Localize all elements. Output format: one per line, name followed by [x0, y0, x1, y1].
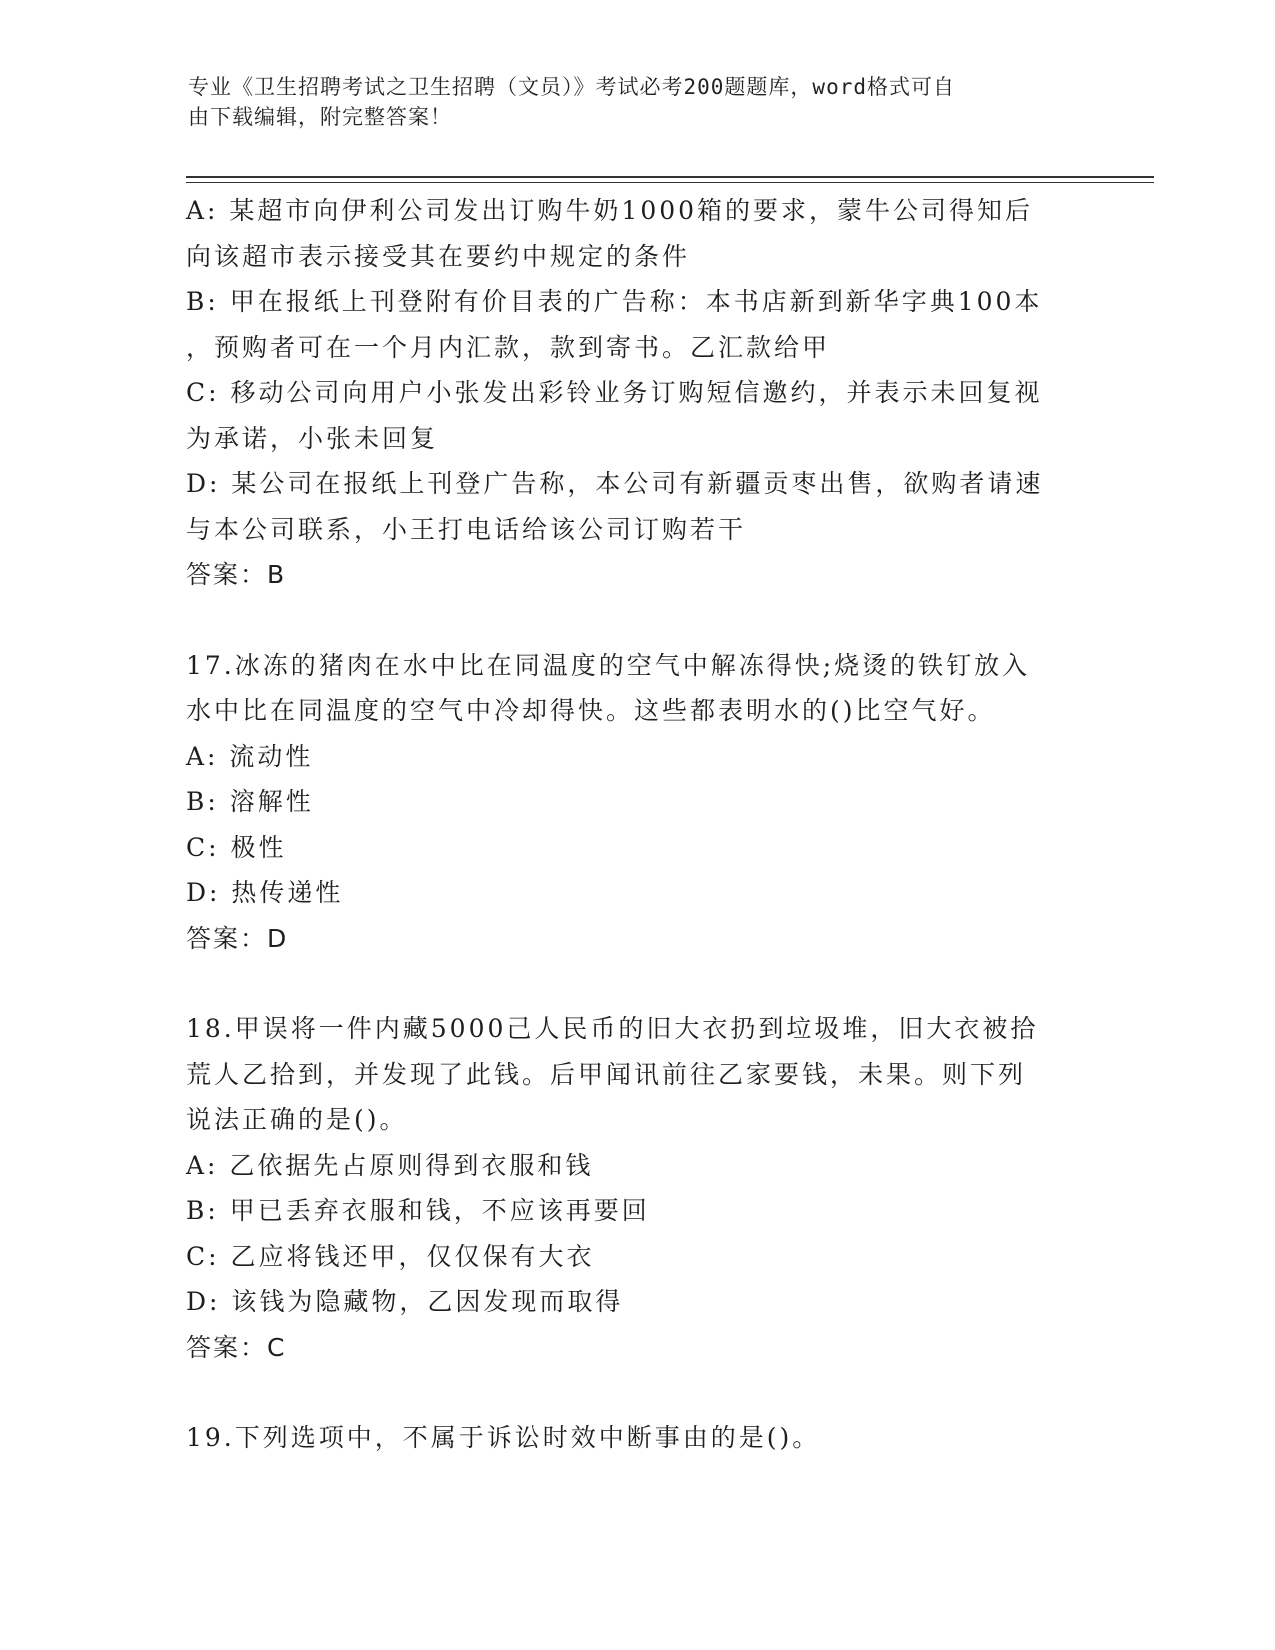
answer-text: 答案：C: [186, 1332, 287, 1362]
spacer: [186, 1370, 1086, 1415]
option-text: C: 极性: [186, 832, 287, 862]
question-stem: 17.冰冻的猪肉在水中比在同温度的空气中解冻得快;烧烫的铁钉放入: [186, 650, 1031, 680]
option-text: 为承诺，小张未回复: [186, 423, 439, 453]
option-text: D: 热传递性: [186, 878, 344, 907]
header-divider: [186, 182, 1154, 183]
option-text: B: 甲在报纸上刊登附有价目表的广告称：本书店新到新华字典100本: [186, 287, 1043, 316]
question-stem: 水中比在同温度的空气中冷却得快。这些都表明水的()比空气好。: [186, 696, 996, 725]
option-text: D: 该钱为隐藏物，乙因发现而取得: [186, 1287, 624, 1316]
option-text: A: 流动性: [186, 741, 314, 771]
option-text: A: 乙依据先占原则得到衣服和钱: [186, 1150, 594, 1180]
option-text: ，预购者可在一个月内汇款，款到寄书。乙汇款给甲: [186, 332, 831, 362]
option-text: A: 某超市向伊利公司发出订购牛奶1000箱的要求，蒙牛公司得知后: [186, 196, 1034, 225]
question-content: [186, 188, 1086, 1461]
option-text: D: 某公司在报纸上刊登广告称，本公司有新疆贡枣出售，欲购者请速: [186, 469, 1044, 498]
answer-text: 答案：D: [186, 923, 289, 953]
spacer: [186, 598, 1086, 643]
header-line: 专业《卫生招聘考试之卫生招聘（文员）》考试必考200题题库，word格式可自: [188, 75, 955, 99]
option-text: 向该超市表示接受其在要约中规定的条件: [186, 241, 691, 271]
question-block: [186, 1415, 1086, 1461]
question-stem: 荒人乙拾到，并发现了此钱。后甲闻讯前往乙家要钱，未果。则下列: [186, 1059, 1027, 1089]
option-text: 与本公司联系，小王打电话给该公司订购若干: [186, 514, 747, 544]
question-block: [186, 188, 1086, 598]
question-block: [186, 643, 1086, 962]
option-text: C: 乙应将钱还甲，仅仅保有大衣: [186, 1241, 595, 1271]
header-line: 由下载编辑，附完整答案！: [188, 105, 452, 129]
option-text: C: 移动公司向用户小张发出彩铃业务订购短信邀约，并表示未回复视: [186, 378, 1043, 407]
question-stem: 说法正确的是()。: [186, 1105, 408, 1134]
question-block: [186, 1006, 1086, 1370]
option-text: B: 溶解性: [186, 787, 314, 816]
question-stem: 18.甲误将一件内藏5000己人民币的旧大衣扔到垃圾堆，旧大衣被拾: [186, 1014, 1039, 1043]
option-text: B: 甲已丢弃衣服和钱，不应该再要回: [186, 1196, 650, 1225]
header-divider: [186, 176, 1154, 178]
question-stem: 19.下列选项中，不属于诉讼时效中断事由的是()。: [186, 1423, 821, 1452]
answer-text: 答案：B: [186, 560, 287, 589]
document-header: [188, 72, 1068, 132]
spacer: [186, 961, 1086, 1006]
